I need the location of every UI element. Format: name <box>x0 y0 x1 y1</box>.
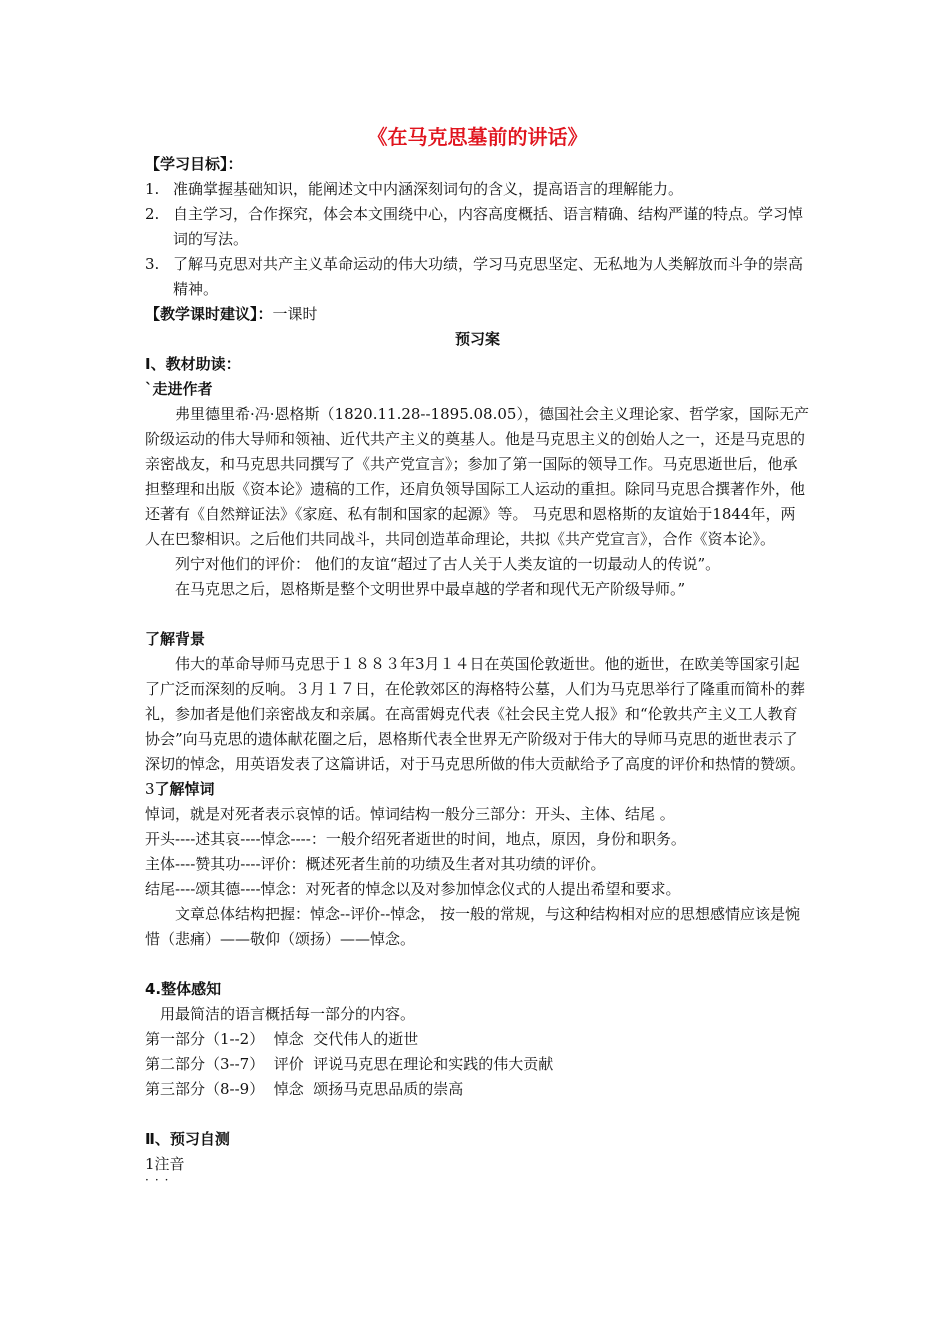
lenin-comment: 列宁对他们的评价： 他们的友谊“超过了古人关于人类友谊的一切最动人的传说”。 <box>175 555 721 573</box>
author-heading: `走进作者 <box>145 380 213 398</box>
part-line: 第三部分（8--9） 悼念 颂扬马克思品质的崇高 <box>145 1080 464 1098</box>
objective-item <box>145 252 810 302</box>
objective-text: 了解马克思对共产主义革命运动的伟大功绩，学习马克思坚定、无私地为人类解放而斗争的崇高精神。 <box>173 255 804 298</box>
eulogy-line: 开头----述其哀----悼念----：一般介绍死者逝世的时间，地点，原因，身份和职务。 <box>145 830 686 848</box>
eulogy-line: 悼词，就是对死者表示哀悼的话。悼词结构一般分三部分：开头、主体、结尾 。 <box>145 805 675 823</box>
document-content <box>145 122 810 1187</box>
eulogy-heading <box>145 777 810 802</box>
section2-heading: Ⅱ、预习自测 <box>145 1130 230 1148</box>
eulogy-heading-text: 了解悼词 <box>154 780 215 798</box>
suggestion-value: 一课时 <box>272 305 318 323</box>
objective-text: 准确掌握基础知识，能阐述文中内涵深刻词句的含义，提高语言的理解能力。 <box>173 180 684 198</box>
objective-item <box>145 202 810 252</box>
pronunciation-item: 1注音 <box>145 1155 185 1173</box>
background-heading: 了解背景 <box>145 630 206 648</box>
part-line: 第一部分（1--2） 悼念 交代伟人的逝世 <box>145 1030 419 1048</box>
suggestion-label: 【教学课时建议】： <box>145 305 273 323</box>
preview-heading: 预习案 <box>454 330 500 348</box>
lesson-suggestion <box>145 302 810 327</box>
section1-heading: Ⅰ、教材助读： <box>145 355 241 373</box>
objectives-heading: 【学习目标】： <box>145 155 243 173</box>
objective-number: 2. <box>145 205 160 223</box>
lenin-comment-continued: 在马克思之后，恩格斯是整个文明世界中最卓越的学者和现代无产阶级导师。” <box>175 580 686 598</box>
eulogy-number: 3 <box>145 780 155 798</box>
objective-number: 1. <box>145 180 160 198</box>
emphasis-dots: ··· <box>145 1173 175 1187</box>
objective-text: 自主学习，合作探究，体会本文围绕中心，内容高度概括、语言精确、结构严谨的特点。学习悼词的写法。 <box>173 205 804 248</box>
eulogy-line: 结尾----颂其德----悼念：对死者的悼念以及对参加悼念仪式的人提出希望和要求。 <box>145 880 681 898</box>
objective-number: 3. <box>145 255 160 273</box>
overall-heading: 4.整体感知 <box>145 980 222 998</box>
author-paragraph: 弗里德里希·冯·恩格斯（1820.11.28--1895.08.05），德国社会主义理论家、哲学家，国际无产阶级运动的伟大导师和领袖、近代共产主义的奠基人。他是马克思主义的创始人之一，还是马克思的亲密战友，和马克思共同撰写了《共产党宣言》；参加了第一国际的领导工作。马克思逝世后，他承担整理和出版《资本论》遗稿的工作，还肩负领导国际工人运动的重担。除同马克思合撰著作外，他还著有《自然辩证法》《家庭、私有制和国家的起源》等。 马克思和恩格斯的友谊始于1844年，两人在巴黎相识。之后他们共同战斗，共同创造革命理论，共拟《共产党宣言》，合作《资本论》。 <box>145 405 809 548</box>
eulogy-line: 主体----赞其功----评价：概述死者生前的功绩及生者对其功绩的评价。 <box>145 855 606 873</box>
structure-paragraph: 文章总体结构把握：悼念--评价--悼念， 按一般的常规，与这种结构相对应的思想感情应该是惋惜（悲痛）——敬仰（颂扬）——悼念。 <box>145 905 801 948</box>
part-line: 第二部分（3--7） 评价 评说马克思在理论和实践的伟大贡献 <box>145 1055 554 1073</box>
objective-item <box>145 177 810 202</box>
page-title: 《在马克思墓前的讲话》 <box>367 125 588 149</box>
background-paragraph: 伟大的革命导师马克思于１８８３年3月１４日在英国伦敦逝世。他的逝世，在欧美等国家引起了广泛而深刻的反响。３月１７日，在伦敦郊区的海格特公墓，人们为马克思举行了隆重而简朴的葬礼，参加者是他们亲密战友和亲属。在高雷姆克代表《社会民主党人报》和“伦敦共产主义工人教育协会”向马克思的遗体献花圈之后，恩格斯代表全世界无产阶级对于伟大的导师马克思的逝世表示了深切的悼念，用英语发表了这篇讲话，对于马克思所做的伟大贡献给予了高度的评价和热情的赞颂。 <box>145 655 806 773</box>
overall-intro: 用最简洁的语言概括每一部分的内容。 <box>160 1005 416 1023</box>
